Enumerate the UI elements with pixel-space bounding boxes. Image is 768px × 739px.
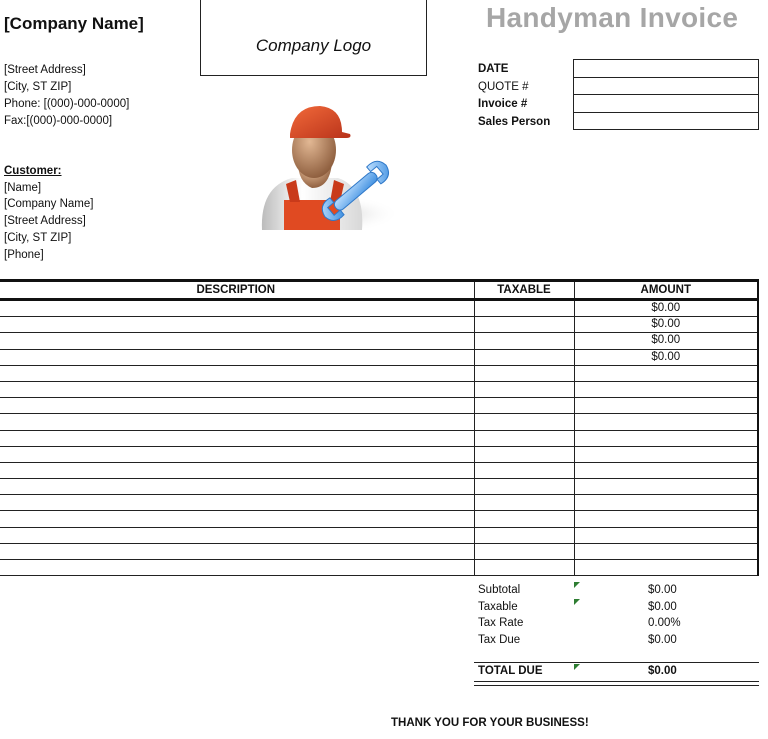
taxable-cell[interactable]	[474, 365, 574, 381]
taxable-cell[interactable]	[474, 495, 574, 511]
formula-indicator-icon	[574, 582, 580, 588]
table-row	[0, 381, 758, 397]
table-row	[0, 511, 758, 527]
taxable-value: $0.00	[648, 600, 677, 613]
customer-company: [Company Name]	[4, 198, 94, 211]
amount-cell[interactable]	[574, 462, 758, 478]
tax-due-label: Tax Due	[478, 634, 521, 647]
description-cell[interactable]	[0, 365, 474, 381]
line-items-table	[0, 279, 759, 576]
company-logo-placeholder	[200, 0, 427, 76]
table-row	[0, 462, 758, 478]
sales-person-field[interactable]	[573, 112, 759, 131]
company-city: [City, ST ZIP]	[4, 81, 72, 93]
table-row	[0, 430, 758, 446]
invoice-number-field[interactable]	[573, 94, 759, 112]
table-row	[0, 349, 758, 365]
quote-number-label: QUOTE #	[478, 80, 529, 93]
description-cell[interactable]	[0, 317, 474, 333]
invoice-meta-fields	[573, 59, 759, 130]
taxable-cell[interactable]	[474, 398, 574, 414]
customer-name: [Name]	[4, 181, 42, 194]
column-description: DESCRIPTION	[0, 281, 474, 300]
table-row	[0, 398, 758, 414]
table-row	[0, 300, 758, 317]
table-row	[0, 560, 758, 576]
logo-placeholder-text: Company Logo	[255, 36, 372, 55]
amount-cell[interactable]	[574, 527, 758, 543]
company-address	[4, 62, 129, 130]
description-cell[interactable]	[0, 349, 474, 365]
taxable-cell[interactable]	[474, 317, 574, 333]
amount-cell[interactable]	[574, 543, 758, 559]
taxable-cell[interactable]	[474, 349, 574, 365]
table-row	[0, 527, 758, 543]
taxable-cell[interactable]	[474, 543, 574, 559]
table-row	[0, 414, 758, 430]
taxable-label: Taxable	[478, 600, 518, 613]
customer-header: Customer:	[4, 165, 62, 177]
customer-block	[4, 163, 93, 263]
customer-city: [City, ST ZIP]	[4, 231, 72, 244]
description-cell[interactable]	[0, 414, 474, 430]
date-label: DATE	[478, 63, 509, 75]
description-cell[interactable]	[0, 381, 474, 397]
table-row	[0, 479, 758, 495]
amount-cell[interactable]	[574, 430, 758, 446]
tax-rate-label: Tax Rate	[478, 617, 524, 630]
description-cell[interactable]	[0, 446, 474, 462]
taxable-cell[interactable]	[474, 414, 574, 430]
amount-cell[interactable]: $0.00	[574, 317, 758, 333]
summary-block	[478, 582, 760, 649]
taxable-cell[interactable]	[474, 381, 574, 397]
amount-cell[interactable]	[574, 414, 758, 430]
taxable-cell[interactable]	[474, 446, 574, 462]
taxable-row	[478, 599, 760, 616]
tax-due-value: $0.00	[648, 634, 677, 647]
invoice-number-label: Invoice #	[478, 98, 528, 110]
total-due-label: TOTAL DUE	[478, 665, 543, 677]
customer-street: [Street Address]	[4, 215, 86, 228]
taxable-cell[interactable]	[474, 430, 574, 446]
total-double-underline	[474, 681, 759, 686]
tax-rate-value[interactable]: 0.00%	[648, 617, 681, 630]
amount-cell[interactable]: $0.00	[574, 333, 758, 349]
table-row	[0, 446, 758, 462]
description-cell[interactable]	[0, 560, 474, 576]
description-cell[interactable]	[0, 300, 474, 317]
total-due-value: $0.00	[648, 665, 677, 677]
taxable-cell[interactable]	[474, 560, 574, 576]
taxable-cell[interactable]	[474, 511, 574, 527]
document-title: Handyman Invoice	[486, 2, 739, 33]
thank-you-message: THANK YOU FOR YOUR BUSINESS!	[391, 717, 589, 729]
tax-due-row	[478, 632, 760, 649]
subtotal-value: $0.00	[648, 584, 677, 596]
subtotal-label: Subtotal	[478, 584, 521, 596]
amount-cell[interactable]	[574, 365, 758, 381]
tax-rate-row	[478, 615, 760, 632]
amount-cell[interactable]	[574, 446, 758, 462]
description-cell[interactable]	[0, 543, 474, 559]
subtotal-row	[478, 582, 760, 599]
company-street: [Street Address]	[4, 64, 86, 76]
company-fax: Fax:[(000)-000-0000]	[4, 115, 113, 127]
sales-person-label: Sales Person	[478, 115, 551, 128]
description-cell[interactable]	[0, 398, 474, 414]
description-cell[interactable]	[0, 462, 474, 478]
company-name: [Company Name]	[4, 14, 144, 33]
table-header-row	[0, 281, 758, 300]
amount-cell[interactable]	[574, 479, 758, 495]
taxable-cell[interactable]	[474, 300, 574, 317]
amount-cell[interactable]	[574, 381, 758, 397]
table-row	[0, 543, 758, 559]
amount-cell[interactable]: $0.00	[574, 300, 758, 317]
table-row	[0, 365, 758, 381]
invoice-meta-labels	[478, 61, 550, 131]
taxable-cell[interactable]	[474, 333, 574, 349]
amount-cell[interactable]: $0.00	[574, 349, 758, 365]
amount-cell[interactable]	[574, 511, 758, 527]
description-cell[interactable]	[0, 511, 474, 527]
taxable-cell[interactable]	[474, 462, 574, 478]
formula-indicator-icon	[574, 599, 580, 605]
company-phone: Phone: [(000)-000-0000]	[4, 98, 130, 110]
amount-cell[interactable]	[574, 398, 758, 414]
description-cell[interactable]	[0, 527, 474, 543]
customer-phone: [Phone]	[4, 248, 44, 261]
taxable-cell[interactable]	[474, 479, 574, 495]
table-row	[0, 495, 758, 511]
table-row	[0, 317, 758, 333]
handyman-worker-icon	[250, 92, 400, 242]
column-taxable: TAXABLE	[474, 281, 574, 300]
date-field[interactable]	[573, 59, 759, 77]
quote-number-field[interactable]	[573, 77, 759, 95]
taxable-cell[interactable]	[474, 527, 574, 543]
column-amount: AMOUNT	[574, 281, 758, 300]
description-cell[interactable]	[0, 430, 474, 446]
amount-cell[interactable]	[574, 495, 758, 511]
description-cell[interactable]	[0, 333, 474, 349]
description-cell[interactable]	[0, 495, 474, 511]
table-row	[0, 333, 758, 349]
total-due-row	[474, 662, 759, 681]
amount-cell[interactable]	[574, 560, 758, 576]
formula-indicator-icon	[574, 664, 580, 670]
description-cell[interactable]	[0, 479, 474, 495]
